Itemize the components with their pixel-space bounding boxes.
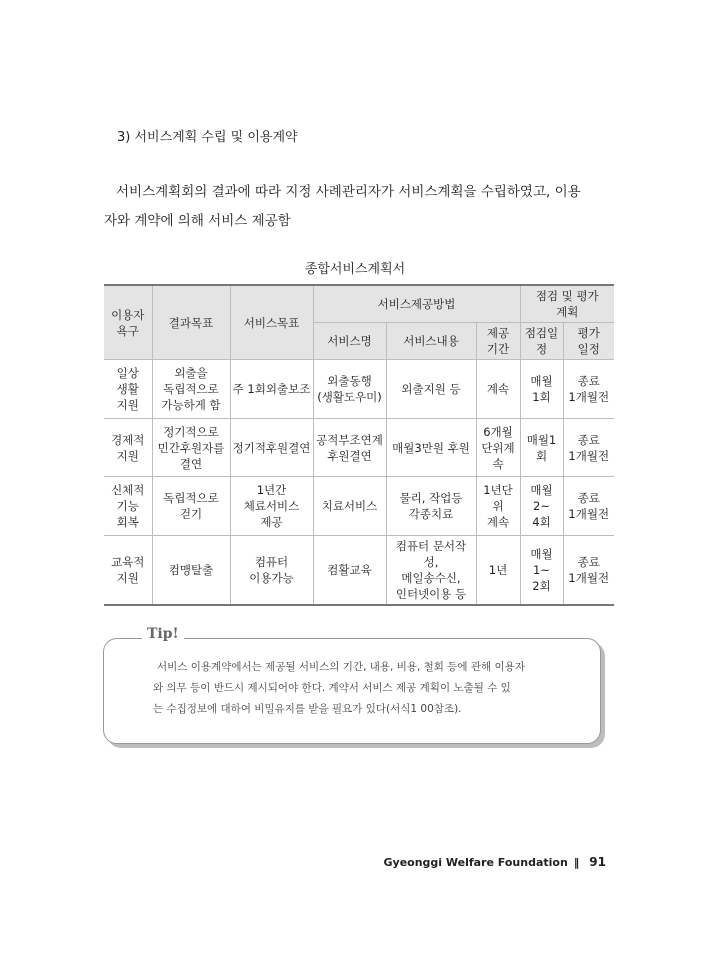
cell-result-goal: 독립적으로 걷기 <box>152 477 230 536</box>
cell-service-goal: 정기적후원결연 <box>230 419 313 477</box>
cell-need: 신체적 기능 회복 <box>104 477 152 536</box>
cell-service-goal: 컴퓨터 이용가능 <box>230 536 313 606</box>
cell-need: 일상 생활 지원 <box>104 360 152 419</box>
cell-service-goal: 주 1회외출보조 <box>230 360 313 419</box>
cell-period: 계속 <box>476 360 520 419</box>
header-check-date: 점검일 정 <box>520 323 563 360</box>
cell-service-name: 외출동행 (생활도우미) <box>313 360 386 419</box>
header-period: 제공 기간 <box>476 323 520 360</box>
cell-service-name: 공적부조연계 후원결연 <box>313 419 386 477</box>
cell-service-content: 외출지원 등 <box>386 360 476 419</box>
cell-need: 교육적 지원 <box>104 536 152 606</box>
cell-service-content: 물리, 작업등 각종치료 <box>386 477 476 536</box>
header-need: 이용자 욕구 <box>104 285 152 360</box>
cell-eval-date: 종료 1개월전 <box>563 419 614 477</box>
cell-check-date: 매월2~ 4회 <box>520 477 563 536</box>
tip-line-1: 서비스 이용계약에서는 제공될 서비스의 기간, 내용, 비용, 철회 등에 관해 이용자 <box>157 661 525 673</box>
tip-label: Tip! <box>142 626 184 642</box>
cell-result-goal: 컴맹탈출 <box>152 536 230 606</box>
cell-service-name: 컴활교육 <box>313 536 386 606</box>
table-row <box>104 477 614 536</box>
header-service-goal: 서비스목표 <box>230 285 313 360</box>
table-title: 종합서비스계획서 <box>304 262 406 277</box>
cell-eval-date: 종료 1개월전 <box>563 536 614 606</box>
table-row <box>104 360 614 419</box>
header-result-goal: 결과목표 <box>152 285 230 360</box>
cell-need: 경제적 지원 <box>104 419 152 477</box>
cell-period: 6개월 단위계속 <box>476 419 520 477</box>
section-heading: 3) 서비스계획 수립 및 이용계약 <box>117 130 298 145</box>
service-plan-table <box>104 284 614 606</box>
table-row <box>104 536 614 606</box>
cell-period: 1년단위 계속 <box>476 477 520 536</box>
header-provision-method: 서비스제공방법 <box>313 285 520 323</box>
body-line-2: 자와 계약에 의해 서비스 제공함 <box>104 213 291 229</box>
cell-check-date: 매월 1회 <box>520 360 563 419</box>
footer-org: Gyeonggi Welfare Foundation <box>383 856 568 869</box>
body-paragraph <box>104 178 614 236</box>
tip-line-3: 는 수집정보에 대하여 비밀유지를 받을 필요가 있다(서식1 00참조). <box>153 703 462 715</box>
cell-service-content: 컴퓨터 문서작성, 메일송수신, 인터넷이용 등 <box>386 536 476 606</box>
page-footer <box>384 855 607 869</box>
tip-line-2: 와 의무 등이 반드시 제시되어야 한다. 계약서 서비스 제공 계획이 노출될 수 있 <box>153 682 511 694</box>
cell-eval-date: 종료 1개월전 <box>563 360 614 419</box>
header-service-name: 서비스명 <box>313 323 386 360</box>
table-header-row <box>104 285 614 323</box>
cell-result-goal: 외출을 독립적으로 가능하게 함 <box>152 360 230 419</box>
header-service-content: 서비스내용 <box>386 323 476 360</box>
cell-result-goal: 정기적으로 민간후원자를 결연 <box>152 419 230 477</box>
tip-text <box>153 657 582 720</box>
page-number: 91 <box>589 855 606 869</box>
body-line-1: 서비스계획회의 결과에 따라 지정 사례관리자가 서비스계획을 수립하였고, 이용 <box>116 184 581 200</box>
cell-service-content: 매월3만원 후원 <box>386 419 476 477</box>
footer-separator: ‖ <box>573 856 580 869</box>
cell-eval-date: 종료 1개월전 <box>563 477 614 536</box>
cell-service-goal: 1년간 체료서비스 제공 <box>230 477 313 536</box>
cell-service-name: 치료서비스 <box>313 477 386 536</box>
header-eval-date: 평가 일정 <box>563 323 614 360</box>
header-check-eval: 점검 및 평가 계획 <box>520 285 614 323</box>
cell-period: 1년 <box>476 536 520 606</box>
cell-check-date: 매월1~ 2회 <box>520 536 563 606</box>
table-row <box>104 419 614 477</box>
cell-check-date: 매월1 회 <box>520 419 563 477</box>
